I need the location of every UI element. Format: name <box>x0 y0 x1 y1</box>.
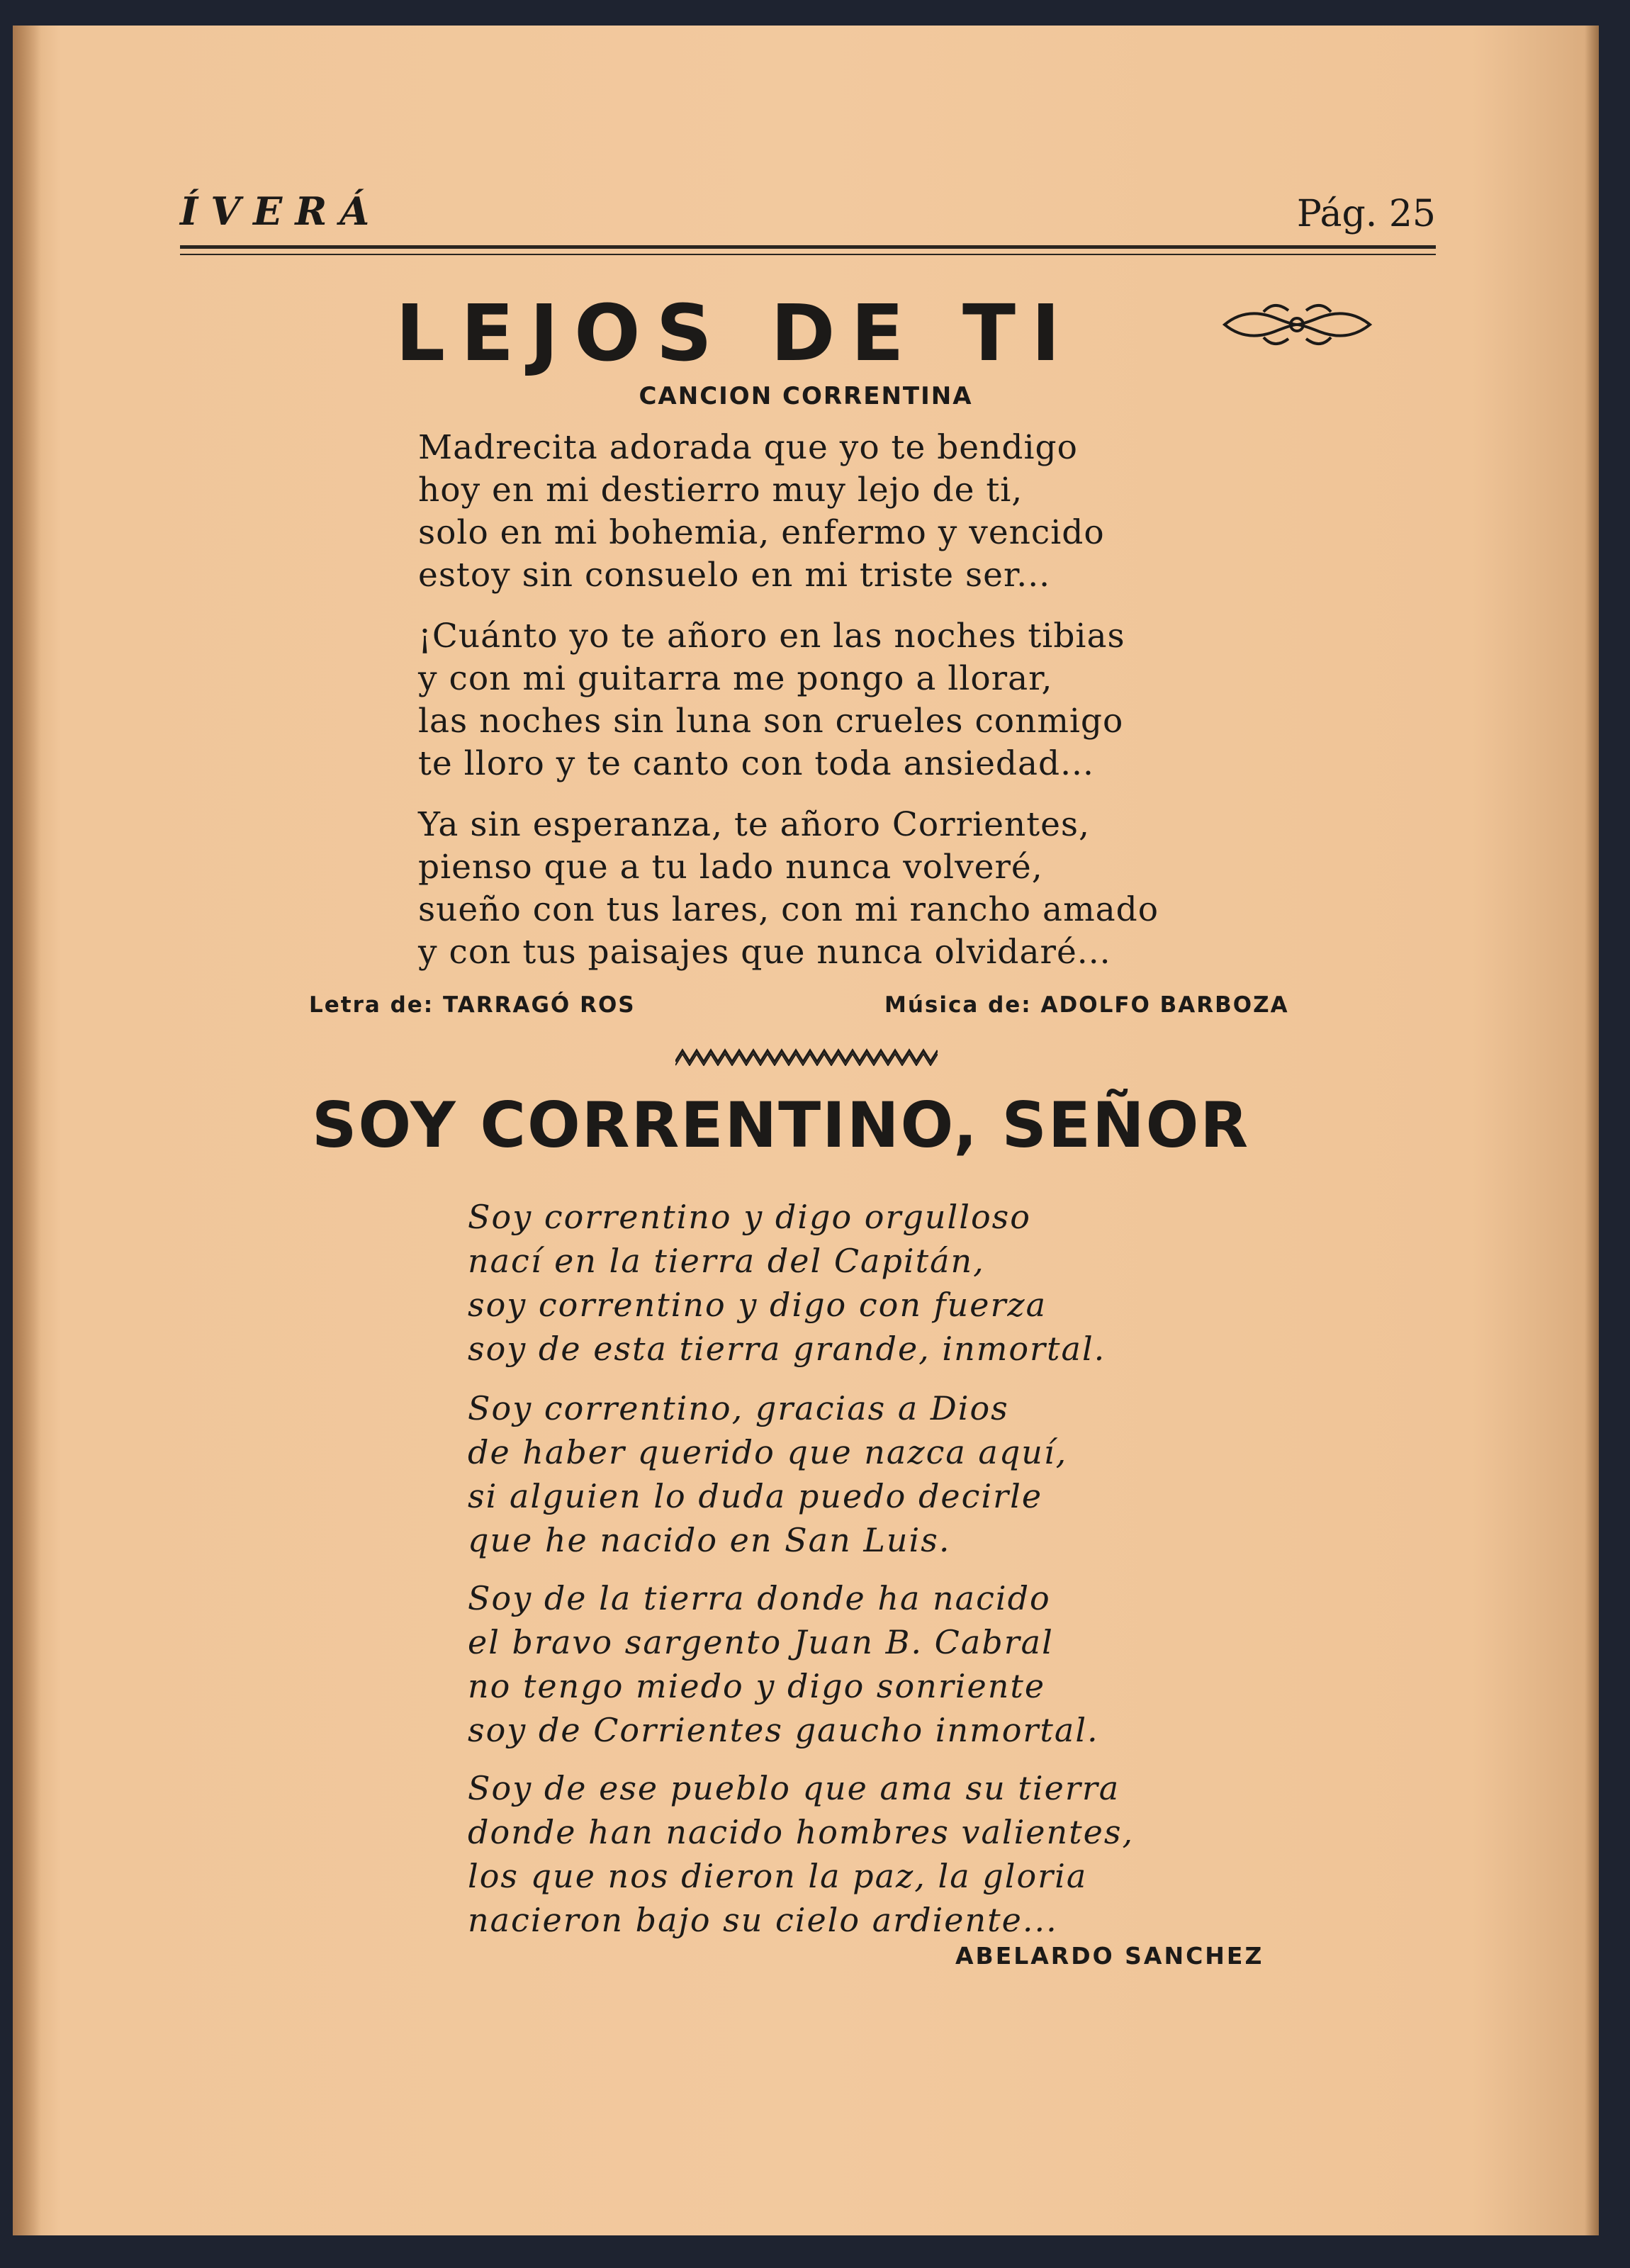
verse-line: Soy correntino, gracias a Dios <box>468 1389 1009 1427</box>
verse-line: y con mi guitarra me pongo a llorar, <box>418 659 1053 698</box>
song1-subtitle: CANCION CORRENTINA <box>639 382 973 410</box>
stanza <box>468 1766 1134 1942</box>
verse-line: que he nacido en San Luis. <box>468 1521 951 1559</box>
verse-line: estoy sin consuelo en mi triste ser... <box>418 556 1051 595</box>
ornament-icon <box>1221 296 1373 353</box>
stanza <box>418 804 1159 974</box>
verse-line: nací en la tierra del Capitán, <box>468 1242 985 1280</box>
verse-line: hoy en mi destierro muy lejo de ti, <box>418 471 1023 510</box>
music-label: Música de: <box>884 992 1032 1018</box>
page-edge-shadow <box>1585 26 1599 2235</box>
song1-credits <box>309 992 1344 1028</box>
verse-line: y con tus paisajes que nunca olvidaré... <box>418 933 1111 972</box>
verse-line: Soy correntino y digo orgulloso <box>468 1198 1031 1236</box>
verse-line: pienso que a tu lado nunca volveré, <box>418 848 1043 887</box>
verse-line: sueño con tus lares, con mi rancho amado <box>418 890 1159 929</box>
verse-line: soy de Corrientes gaucho inmortal. <box>468 1711 1099 1749</box>
song2-title: SOY CORRENTINO, SEÑOR <box>312 1089 1250 1162</box>
song2-author: ABELARDO SANCHEZ <box>955 1942 1264 1970</box>
lyrics-credit <box>309 992 636 1018</box>
verse-line: el bravo sargento Juan B. Cabral <box>468 1623 1054 1661</box>
header-rule-thin <box>180 254 1436 255</box>
stanza <box>468 1195 1106 1371</box>
lyricist-name: TARRAGÓ ROS <box>443 992 636 1018</box>
verse-line: Soy de ese pueblo que ama su tierra <box>468 1769 1120 1807</box>
verse-line: soy de esta tierra grande, inmortal. <box>468 1330 1106 1368</box>
composer-name: ADOLFO BARBOZA <box>1040 992 1289 1018</box>
lyrics-label: Letra de: <box>309 992 434 1018</box>
header-rule <box>180 245 1436 249</box>
verse-line: las noches sin luna son crueles conmigo <box>418 702 1124 741</box>
page-fold-shadow <box>13 26 41 2235</box>
verse-line: Madrecita adorada que yo te bendigo <box>418 428 1078 467</box>
verse-line: soy correntino y digo con fuerza <box>468 1286 1047 1324</box>
magazine-page <box>13 26 1599 2235</box>
zigzag-divider-icon <box>675 1046 938 1066</box>
song1-title: LEJOS DE TI <box>395 288 1076 378</box>
page-number: Pág. 25 <box>1296 193 1436 235</box>
magazine-name: ÍVERÁ <box>180 189 383 234</box>
music-credit <box>884 992 1289 1018</box>
page-header <box>167 167 1436 245</box>
stanza <box>468 1576 1099 1752</box>
verse-line: no tengo miedo y digo sonriente <box>468 1667 1046 1705</box>
verse-line: te lloro y te canto con toda ansiedad... <box>418 744 1094 783</box>
verse-line: si alguien lo duda puedo decirle <box>468 1477 1043 1515</box>
verse-line: los que nos dieron la paz, la gloria <box>468 1857 1088 1895</box>
verse-line: Soy de la tierra donde ha nacido <box>468 1579 1051 1617</box>
stanza <box>468 1386 1067 1562</box>
verse-line: donde han nacido hombres valientes, <box>468 1813 1135 1851</box>
stanza <box>418 615 1125 785</box>
verse-line: solo en mi bohemia, enfermo y vencido <box>418 513 1105 552</box>
verse-line: de haber querido que nazca aquí, <box>468 1433 1068 1471</box>
verse-line: Ya sin esperanza, te añoro Corrientes, <box>418 805 1090 844</box>
verse-line: nacieron bajo su cielo ardiente... <box>468 1901 1058 1939</box>
verse-line: ¡Cuánto yo te añoro en las noches tibias <box>418 617 1125 656</box>
stanza <box>418 427 1105 597</box>
